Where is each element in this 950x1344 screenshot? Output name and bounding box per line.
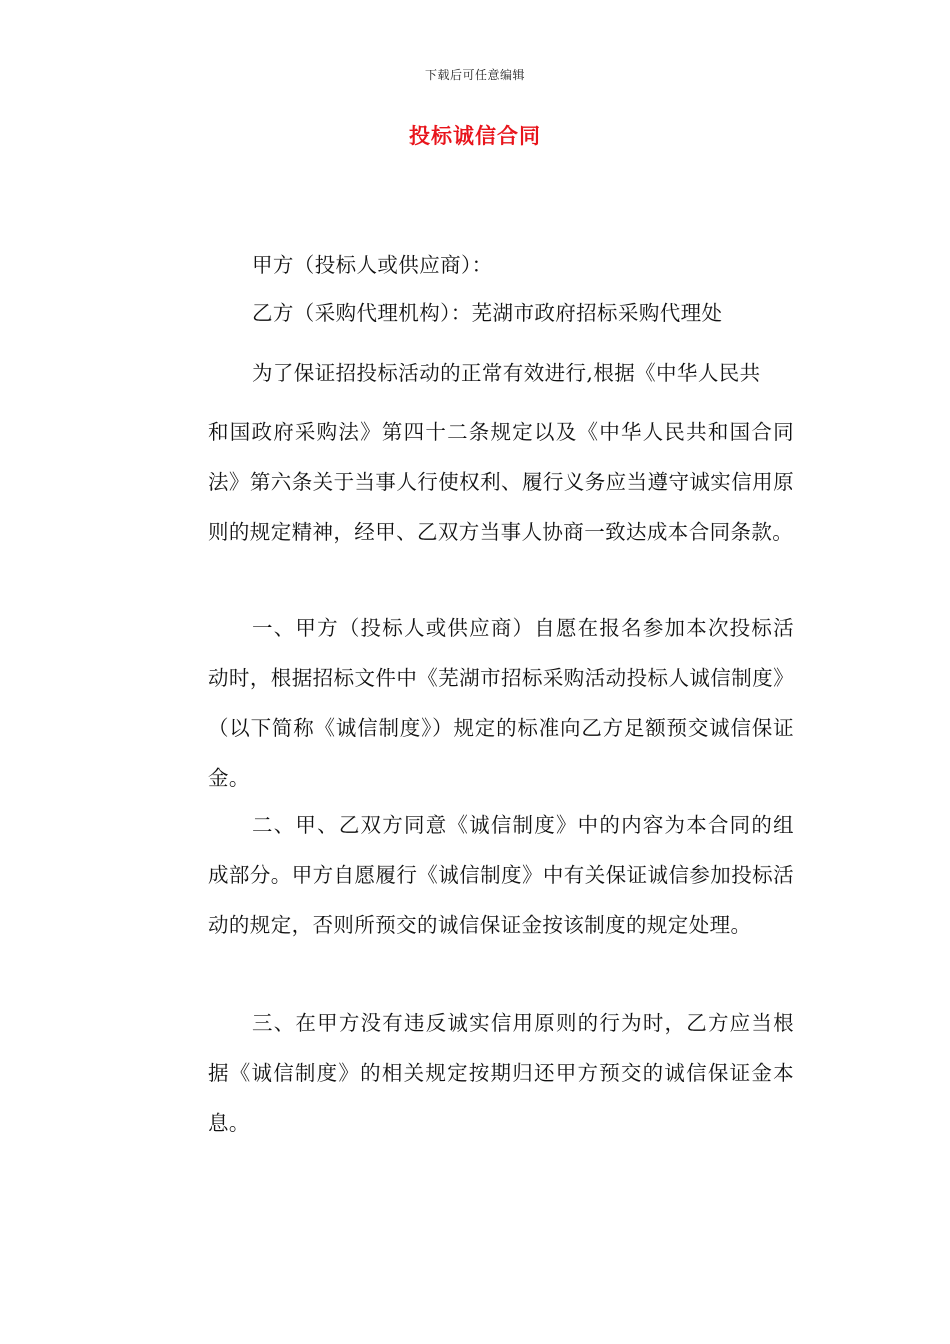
clause-1-paragraph: 一、甲方（投标人或供应商）自愿在报名参加本次投标活动时，根据招标文件中《芜湖市招标采购活动投标人诚信制度》（以下简称《诚信制度》）规定的标准向乙方足额预交诚信保证金。 bbox=[208, 616, 794, 790]
intro-paragraph-continued: 和国政府采购法》第四十二条规定以及《中华人民共和国合同法》第六条关于当事人行使权利、履行义务应当遵守诚实信用原则的规定精神，经甲、乙双方当事人协商一致达成本合同条款。 bbox=[208, 420, 794, 544]
document-title: 投标诚信合同 bbox=[409, 123, 541, 148]
clause-2-paragraph: 二、甲、乙双方同意《诚信制度》中的内容为本合同的组成部分。甲方自愿履行《诚信制度》中有关保证诚信参加投标活动的规定，否则所预交的诚信保证金按该制度的规定处理。 bbox=[208, 813, 794, 937]
party-a-line: 甲方（投标人或供应商）： bbox=[252, 253, 493, 277]
party-b-line: 乙方（采购代理机构）：芜湖市政府招标采购代理处 bbox=[252, 301, 723, 325]
intro-paragraph-first-line: 为了保证招投标活动的正常有效进行,根据《中华人民共 bbox=[252, 361, 761, 385]
header-note: 下载后可任意编辑 bbox=[424, 68, 525, 82]
clause-3-paragraph: 三、在甲方没有违反诚实信用原则的行为时，乙方应当根据《诚信制度》的相关规定按期归还甲方预交的诚信保证金本息。 bbox=[208, 1011, 794, 1135]
